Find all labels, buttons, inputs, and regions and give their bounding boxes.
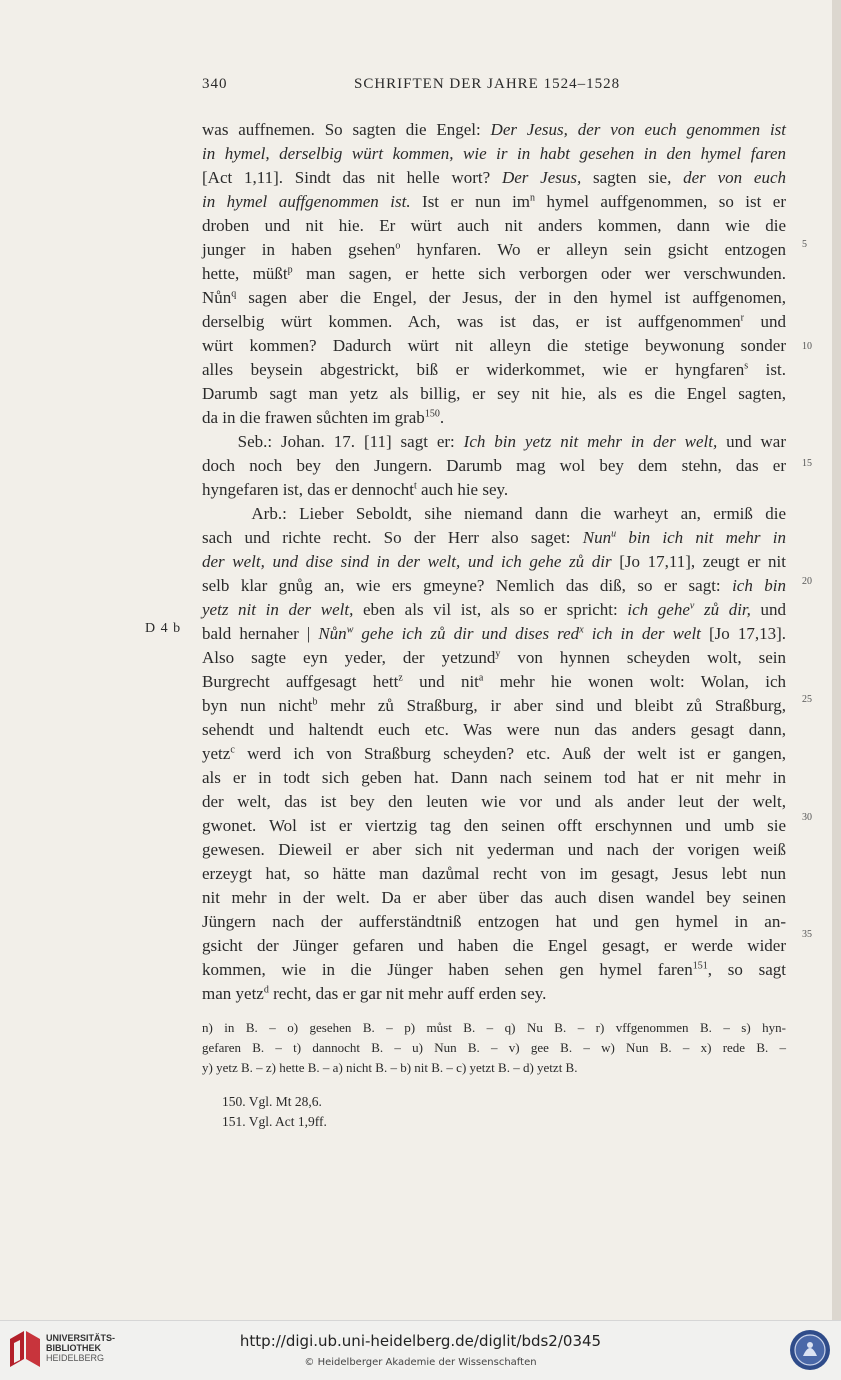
text-line: da in die frawen sůchten im grab$^{150}$. — [202, 408, 445, 427]
text-line: der welt, das ist bey den leuten wie vor und als ander leut der welt, — [202, 792, 786, 811]
text-line: yetz$^c$ werd ich von Straßburg scheyden? etc. Auß der welt ist er gangen, — [202, 744, 786, 763]
text-line: derselbig würt kommen. Ach, was ist das, er ist auffgenommen$^r$ und — [202, 312, 787, 331]
permalink-url[interactable]: http://digi.ub.uni-heidelberg.de/diglit/bds2/0345 — [239, 1332, 602, 1350]
line-number: 10 — [802, 341, 812, 352]
text-line: erzeygt hat, so hätte man dazůmal recht von im gesagt, Jesus lebt nun — [202, 864, 786, 883]
academy-seal-icon — [788, 1328, 832, 1372]
text-line: nit mehr in der welt. Da er aber über das auch disen wandel bey seinen — [202, 888, 786, 907]
viewer-footer — [0, 1320, 841, 1380]
text-line: byn nun nicht$^b$ mehr zů Straßburg, ir aber sind und bleibt zů Straßburg, — [202, 696, 786, 715]
text-line: kommen, wie in die Jünger haben sehen gen hymel faren$^{151}$, so sagt — [202, 960, 786, 979]
apparatus-line: gefaren B. – t) dannocht B. – u) Nun B. – v) gee B. – w) Nun B. – x) rede B. – — [202, 1040, 786, 1055]
text-line: Jüngern nach der aufferständtniß entzogen hat und gen hymel in an- — [202, 912, 786, 931]
page-header — [202, 76, 792, 100]
text-line: [Act 1,11]. Sindt das nit helle wort? Der Jesus, sagten sie, der von euch — [202, 168, 786, 187]
text-line: hette, müßt$^p$ man sagen, er hette sich verborgen oder wer verschwunden. — [202, 264, 786, 283]
text-line: Arb.: Lieber Seboldt, sihe niemand dann die warheyt an, ermiß die — [202, 504, 786, 523]
signature-mark: D 4 b — [145, 621, 182, 636]
footnote: 150. Vgl. Mt 28,6. — [222, 1094, 322, 1109]
text-line: yetz nit in der welt, eben als vil ist, als so er spricht: ich gehe$^v$ zů dir, und — [202, 600, 787, 619]
text-line: sehendt und haltendt euch etc. Was were nun das anders gesagt dann, — [202, 720, 786, 739]
text-line: der welt, und dise sind in der welt, und ich gehe zů dir [Jo 17,11], zeugt er nit — [202, 552, 786, 571]
page-number: 340 — [202, 76, 228, 92]
main-text — [202, 118, 786, 1006]
text-line: Darumb sagt man yetz als billig, er sey nit hie, als es die Engel sagten, — [202, 384, 786, 403]
text-line: bald hernaher | Nůn$^w$ gehe ich zů dir und dises red$^x$ ich in der welt [Jo 17,13]. — [202, 624, 786, 643]
line-number: 5 — [802, 239, 807, 250]
text-line: würt kommen? Dadurch würt nit alleyn die stetige beywonung sonder — [202, 336, 786, 355]
critical-apparatus — [202, 1018, 786, 1078]
text-line: gwonet. Wol ist er viertzig tag den seinen offt erschynnen und umb sie — [202, 816, 786, 835]
apparatus-line: n) in B. – o) gesehen B. – p) můst B. – q) Nu B. – r) vffgenommen B. – s) hyn- — [202, 1020, 786, 1035]
text-line: sach und richte recht. So der Herr also saget: Nun$^u$ bin ich nit mehr in — [202, 528, 786, 547]
text-line: Burgrecht auffgesagt hett$^z$ und nit$^a$ mehr hie wonen wolt: Wolan, ich — [202, 672, 786, 691]
line-number: 15 — [802, 458, 812, 469]
text-line: doch noch bey den Jungern. Darumb mag wol bey dem stehn, das er — [202, 456, 786, 475]
text-line: hyngefaren ist, das er dennocht$^t$ auch hie sey. — [202, 480, 509, 499]
text-line: in hymel auffgenommen ist. Ist er nun $im^n$ hymel auffgenommen, so ist er — [202, 192, 787, 211]
line-number: 25 — [802, 694, 812, 705]
text-line: gsicht der Jünger gefaren und haben die Engel gesagt, er werde wider — [202, 936, 786, 955]
line-number: 35 — [802, 929, 812, 940]
apparatus-line: y) yetz B. – z) hette B. – a) nicht B. – b) nit B. – c) yetzt B. – d) yetzt B. — [202, 1060, 578, 1075]
line-number: 30 — [802, 812, 812, 823]
library-name: UNIVERSITÄTS- BIBLIOTHEK HEIDELBERG — [46, 1333, 116, 1363]
text-line: gewesen. Dieweil er aber sich nit yederman und nach der vorigen weiß — [202, 840, 786, 859]
text-line: Nůn$^q$ sagen aber die Engel, der Jesus, der in den hymel ist auffgenomen, — [202, 288, 786, 307]
text-line: junger in haben gsehen$^o$ hynfaren. Wo er alleyn sein gsicht entzogen — [202, 240, 786, 259]
running-title: SCHRIFTEN DER JAHRE 1524–1528 — [354, 76, 621, 92]
text-line: alles beysein abgestrickt, biß er widerkommet, wie er hyngfaren$^s$ ist. — [202, 360, 786, 379]
footnote: 151. Vgl. Act 1,9ff. — [222, 1114, 327, 1129]
text-line: Also sagte eyn yeder, der yetzund$^y$ von hynnen scheyden wolt, sein — [202, 648, 786, 667]
text-line: selb klar gnůg an, wie ers gmeyne? Nemlich das diß, so er sagt: ich bin — [202, 576, 787, 595]
page-edge — [832, 0, 841, 1320]
text-line: als er in todt sich geben hat. Dann nach seinem tod hat er nit mehr in — [202, 768, 786, 787]
text-line: Seb.: Johan. 17. [11] sagt er: Ich bin yetz nit mehr in der welt, und war — [202, 432, 786, 451]
copyright-notice: © Heidelberger Akademie der Wissenschaften — [304, 1357, 537, 1368]
line-number: 20 — [802, 576, 812, 587]
text-line: in hymel, derselbig würt kommen, wie ir in habt gesehen in den hymel faren — [202, 144, 786, 163]
text-line: droben und nit hie. Er würt auch nit anders kommen, dann wie die — [202, 216, 786, 235]
text-line: was auffnemen. So sagten die Engel: Der Jesus, der von euch genommen ist — [202, 120, 787, 139]
text-line: man yetz$^d$ recht, das er gar nit mehr auff erden sey. — [202, 984, 547, 1003]
